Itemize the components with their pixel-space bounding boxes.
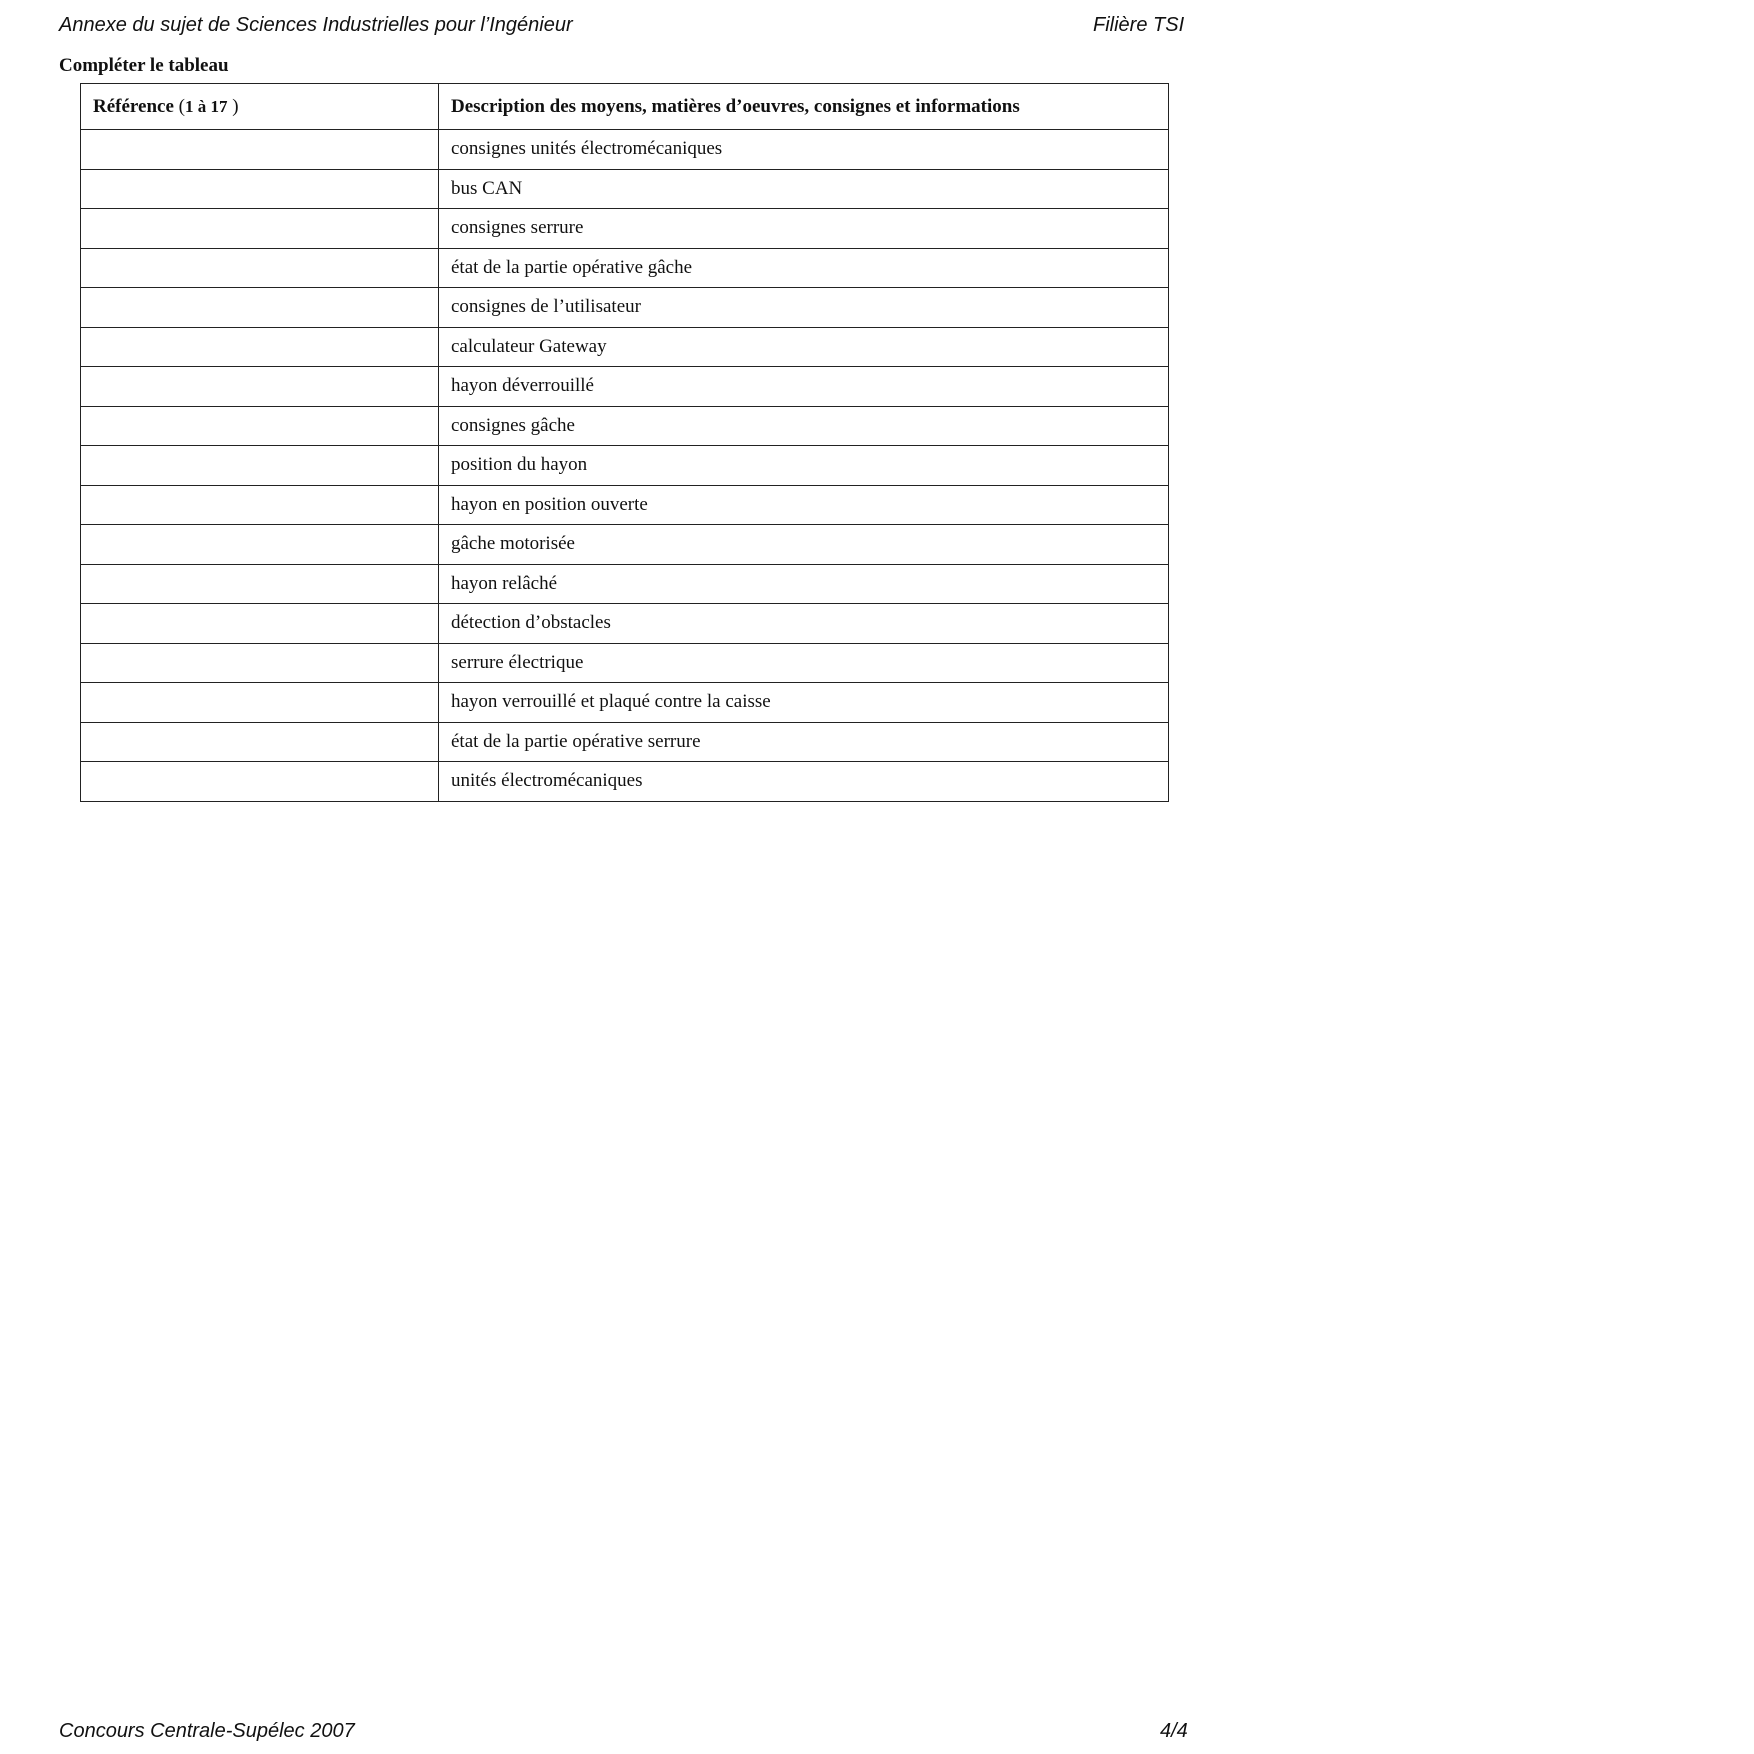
footer-page-number: 4/4 xyxy=(1160,1720,1188,1742)
description-cell: position du hayon xyxy=(439,446,1169,486)
reference-cell[interactable] xyxy=(81,762,439,802)
description-cell: état de la partie opérative serrure xyxy=(439,722,1169,762)
table-row xyxy=(81,288,1169,328)
table-row xyxy=(81,604,1169,644)
description-cell: détection d’obstacles xyxy=(439,604,1169,644)
description-cell: consignes gâche xyxy=(439,406,1169,446)
table-row xyxy=(81,446,1169,486)
reference-column-header xyxy=(81,84,439,130)
reference-cell[interactable] xyxy=(81,485,439,525)
description-cell: bus CAN xyxy=(439,169,1169,209)
reference-cell[interactable] xyxy=(81,327,439,367)
reference-header-label: Référence xyxy=(93,95,174,117)
table-row xyxy=(81,209,1169,249)
description-cell: hayon déverrouillé xyxy=(439,367,1169,407)
table-header-row xyxy=(81,84,1169,130)
description-cell: hayon en position ouverte xyxy=(439,485,1169,525)
reference-cell[interactable] xyxy=(81,525,439,565)
header-subject-title: Annexe du sujet de Sciences Industrielles pour l’Ingénieur xyxy=(59,14,573,36)
reference-cell[interactable] xyxy=(81,683,439,723)
description-cell: gâche motorisée xyxy=(439,525,1169,565)
reference-cell[interactable] xyxy=(81,130,439,170)
reference-range-close: ) xyxy=(232,95,239,117)
table-row xyxy=(81,722,1169,762)
reference-cell[interactable] xyxy=(81,643,439,683)
table-row xyxy=(81,248,1169,288)
reference-range: 1 à 17 xyxy=(184,96,228,116)
reference-cell[interactable] xyxy=(81,169,439,209)
table-row xyxy=(81,169,1169,209)
reference-cell[interactable] xyxy=(81,209,439,249)
table-row xyxy=(81,327,1169,367)
table-row xyxy=(81,485,1169,525)
table-row xyxy=(81,683,1169,723)
instruction-heading: Compléter le tableau xyxy=(59,55,229,76)
header-track: Filière TSI xyxy=(1093,14,1185,36)
reference-cell[interactable] xyxy=(81,722,439,762)
description-cell: calculateur Gateway xyxy=(439,327,1169,367)
table-row xyxy=(81,367,1169,407)
table-row xyxy=(81,564,1169,604)
description-column-header: Description des moyens, matières d’oeuvres, consignes et informations xyxy=(439,84,1169,130)
description-cell: consignes unités électromécaniques xyxy=(439,130,1169,170)
reference-range-open: ( xyxy=(178,95,185,117)
description-cell: unités électromécaniques xyxy=(439,762,1169,802)
description-cell: consignes de l’utilisateur xyxy=(439,288,1169,328)
description-cell: hayon relâché xyxy=(439,564,1169,604)
reference-cell[interactable] xyxy=(81,604,439,644)
description-cell: état de la partie opérative gâche xyxy=(439,248,1169,288)
reference-cell[interactable] xyxy=(81,446,439,486)
reference-cell[interactable] xyxy=(81,248,439,288)
table-row xyxy=(81,130,1169,170)
reference-cell[interactable] xyxy=(81,564,439,604)
table-row xyxy=(81,525,1169,565)
reference-cell[interactable] xyxy=(81,367,439,407)
reference-cell[interactable] xyxy=(81,406,439,446)
description-cell: serrure électrique xyxy=(439,643,1169,683)
reference-table xyxy=(80,83,1169,802)
description-cell: hayon verrouillé et plaqué contre la caisse xyxy=(439,683,1169,723)
reference-cell[interactable] xyxy=(81,288,439,328)
description-cell: consignes serrure xyxy=(439,209,1169,249)
footer-contest-name: Concours Centrale-Supélec 2007 xyxy=(59,1720,355,1742)
table-row xyxy=(81,643,1169,683)
table-row xyxy=(81,762,1169,802)
table-row xyxy=(81,406,1169,446)
